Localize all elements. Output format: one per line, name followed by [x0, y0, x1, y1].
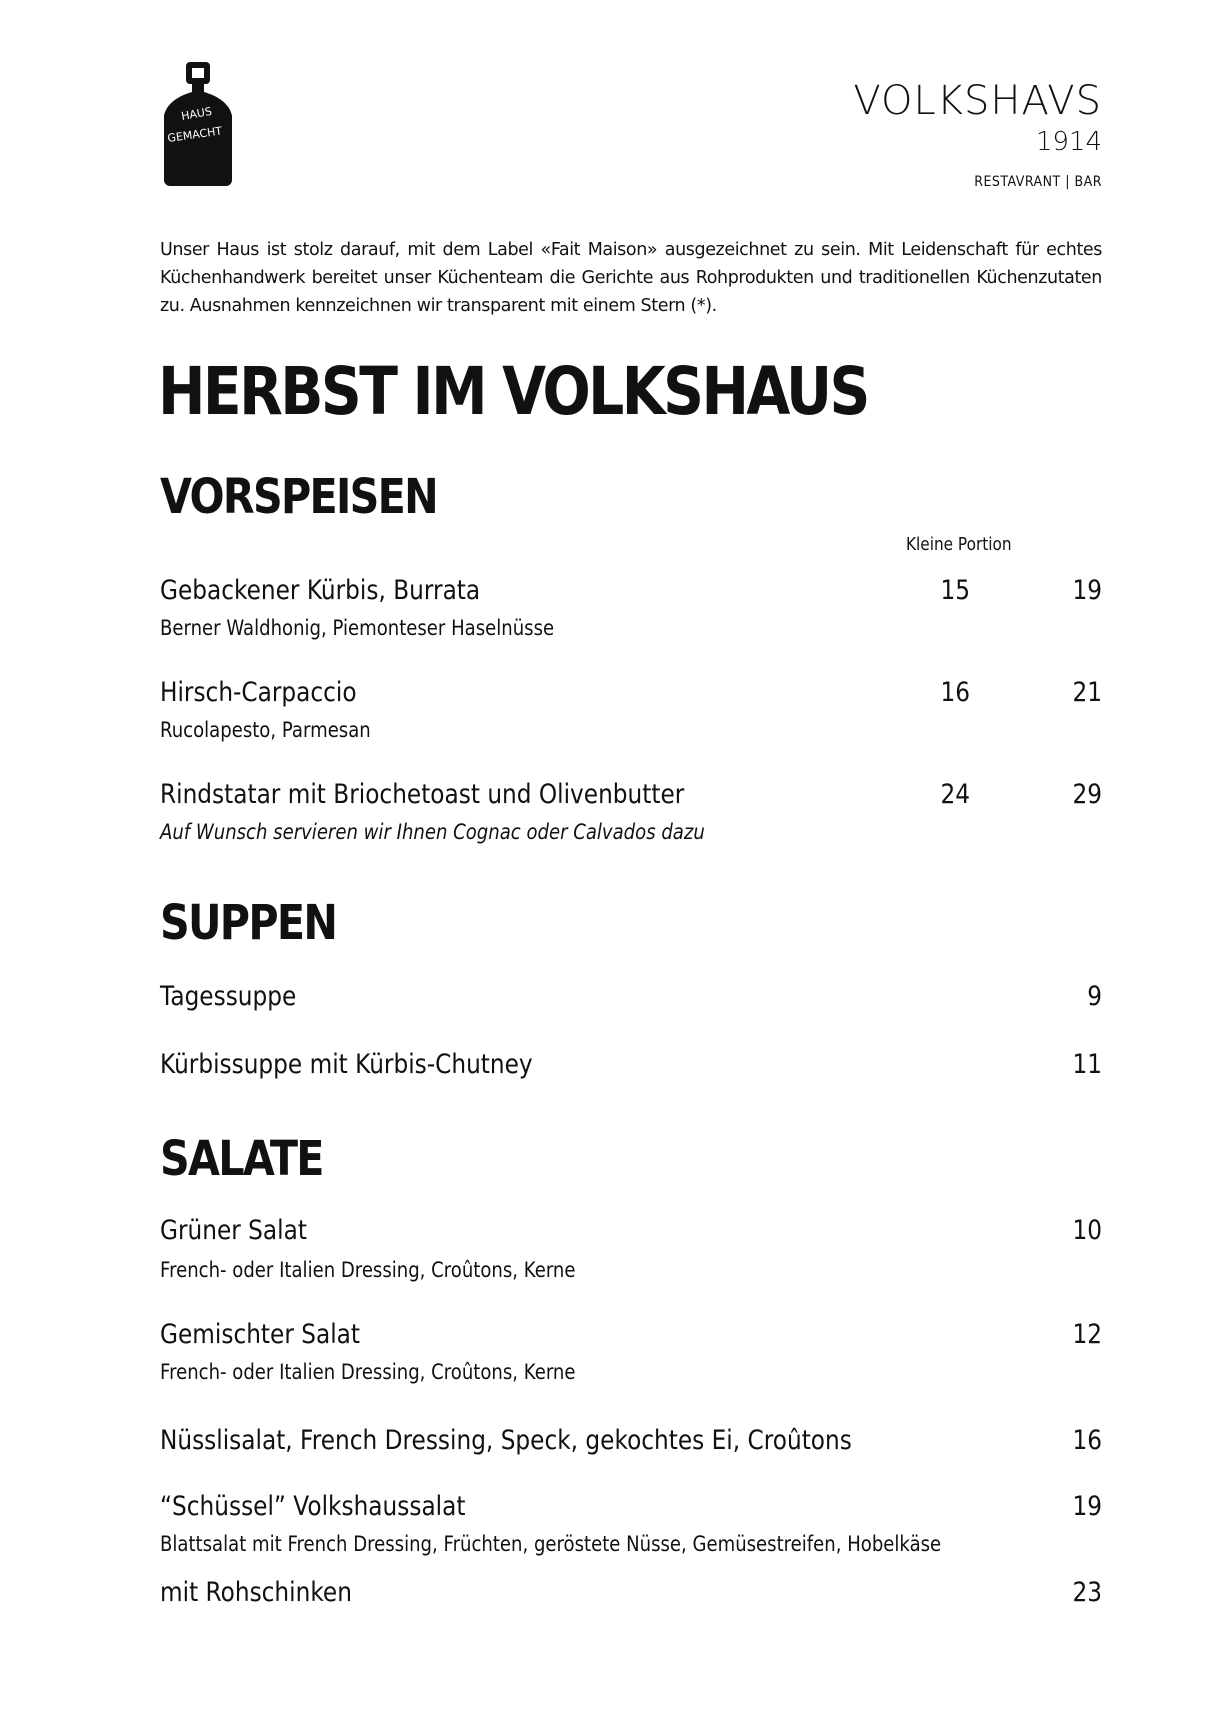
item-price: 19 — [1072, 575, 1102, 606]
item-name: Nüsslisalat, French Dressing, Speck, gekochtes Ei, Croûtons — [160, 1425, 852, 1456]
item-price: 23 — [1072, 1577, 1102, 1608]
item-price: 9 — [1087, 981, 1102, 1012]
brand-block — [853, 78, 1102, 190]
brand-year: 1914 — [1035, 127, 1102, 157]
item-price-small: 24 — [940, 779, 970, 810]
item-description: French- oder Italien Dressing, Croûtons, Kerne — [160, 1360, 576, 1384]
intro-paragraph: Unser Haus ist stolz darauf, mit dem Label «Fait Maison» ausgezeichnet zu sein. Mit Leidenschaft für echtes Küchenhandwerk bereitet unser Küchenteam die Gerichte aus Rohprodukten und traditionellen Küchenzutaten zu. Ausnahmen kennzeichnen wir transparent mit einem Stern (*). — [160, 240, 1102, 316]
item-price: 21 — [1072, 677, 1102, 708]
brand-subtitle: RESTAVRANT | BAR — [974, 174, 1102, 190]
menu-title: HERBST IM VOLKSHAUS — [158, 353, 868, 430]
item-price: 11 — [1072, 1049, 1102, 1080]
item-price: 10 — [1072, 1215, 1102, 1246]
svg-text:GEMACHT: GEMACHT — [166, 124, 223, 145]
item-name: Gemischter Salat — [160, 1319, 361, 1350]
item-price: 29 — [1072, 779, 1102, 810]
haus-gemacht-logo — [160, 62, 236, 188]
item-name: “Schüssel” Volkshaussalat — [160, 1491, 466, 1522]
item-variant: mit Rohschinken — [160, 1577, 352, 1608]
section-heading-suppen: SUPPEN — [160, 895, 337, 951]
item-description: French- oder Italien Dressing, Croûtons, Kerne — [160, 1258, 576, 1282]
item-description: Blattsalat mit French Dressing, Früchten, geröstete Nüsse, Gemüsestreifen, Hobelkäse — [160, 1532, 942, 1556]
item-price: 16 — [1072, 1425, 1102, 1456]
item-description: Rucolapesto, Parmesan — [160, 718, 371, 742]
section-heading-salate: SALATE — [160, 1131, 323, 1187]
item-description: Berner Waldhonig, Piemonteser Haselnüsse — [160, 616, 555, 640]
brand-name: VOLKSHAVS — [853, 78, 1102, 124]
item-note: Auf Wunsch servieren wir Ihnen Cognac oder Calvados dazu — [160, 820, 705, 844]
svg-text:HAUS: HAUS — [180, 104, 213, 123]
section-heading-vorspeisen: VORSPEISEN — [160, 469, 437, 525]
item-price-small: 16 — [940, 677, 970, 708]
item-price: 12 — [1072, 1319, 1102, 1350]
item-name: Kürbissuppe mit Kürbis-Chutney — [160, 1049, 533, 1080]
item-name: Grüner Salat — [160, 1215, 307, 1246]
item-price: 19 — [1072, 1491, 1102, 1522]
item-name: Tagessuppe — [160, 981, 297, 1012]
item-name: Hirsch-Carpaccio — [160, 677, 357, 708]
item-name: Rindstatar mit Briochetoast und Olivenbutter — [160, 779, 685, 810]
item-price-small: 15 — [940, 575, 970, 606]
item-name: Gebackener Kürbis, Burrata — [160, 575, 481, 606]
column-header-small-portion: Kleine Portion — [906, 534, 1012, 555]
